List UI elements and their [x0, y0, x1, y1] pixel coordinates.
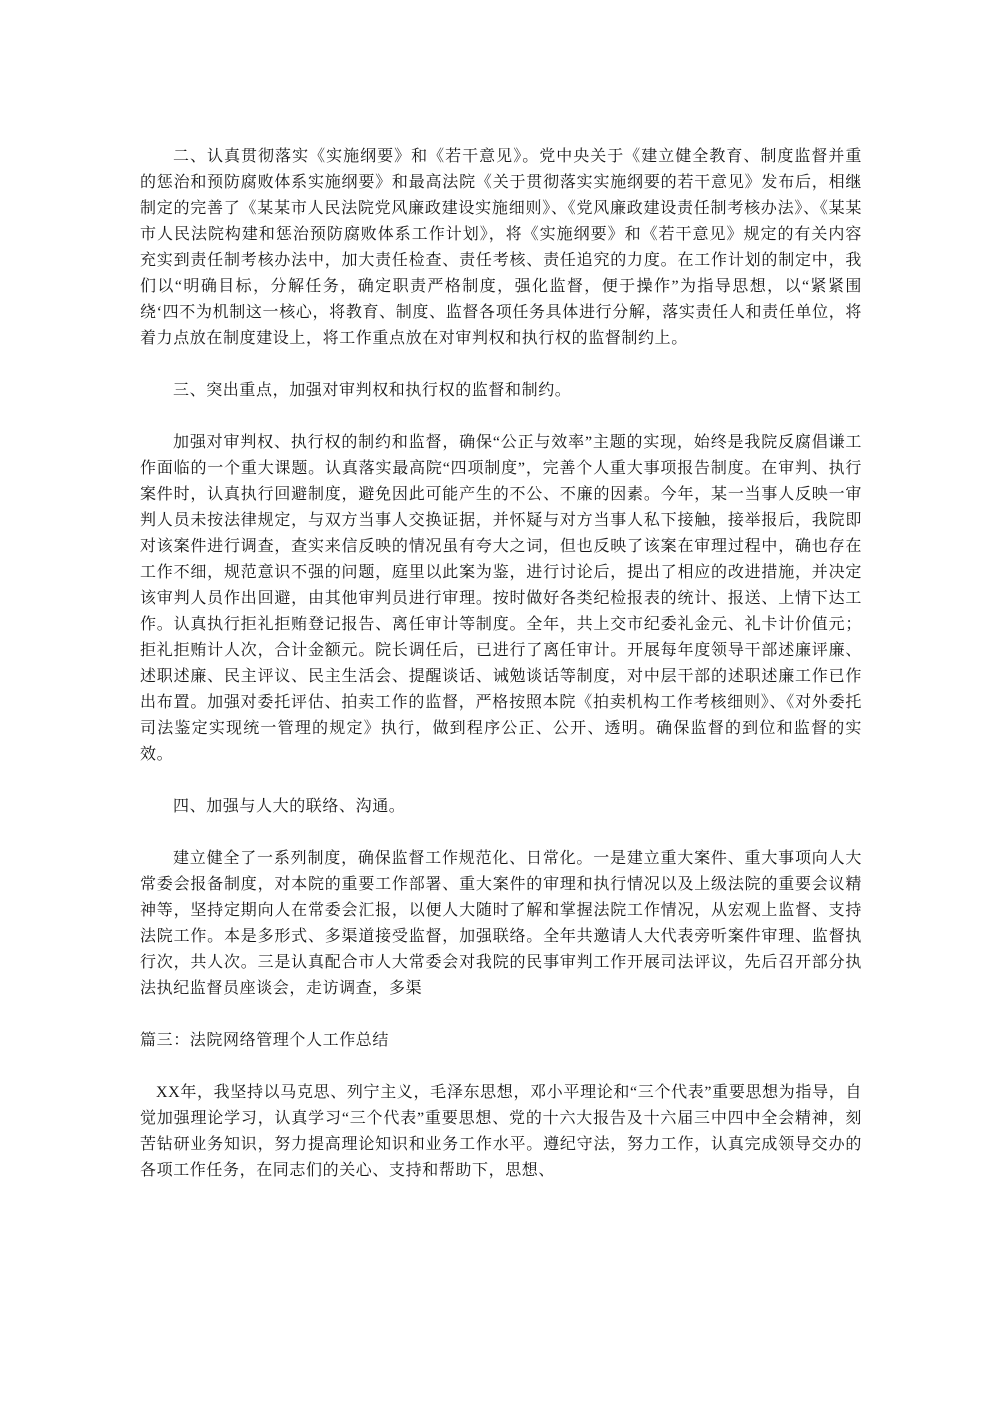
- paragraph: 三、突出重点，加强对审判权和执行权的监督和制约。: [173, 382, 572, 399]
- paragraph: 建立健全了一系列制度，确保监督工作规范化、日常化。一是建立重大案件、重大事项向人大常委会报备制度，对本院的重要工作部署、重大案件的审理和执行情况以及上级法院的重要会议精神等，坚持定期向人在常委会汇报，以便人大随时了解和掌握法院工作情况，从宏观上监督、支持法院工作。本是多形式、多渠道接受监督，加强联络。全年共邀请人大代表旁听案件审理、监督执行次，共人次。三是认真配合市人大常委会对我院的民事审判工作开展司法评议，先后召开部分执法执纪监督员座谈会，走访调查，多渠: [140, 850, 862, 997]
- paragraph: 四、加强与人大的联络、沟通。: [173, 798, 406, 815]
- document-body: [140, 144, 862, 1184]
- paragraph: 二、认真贯彻落实《实施纲要》和《若干意见》。党中央关于《建立健全教育、制度监督并重的惩治和预防腐败体系实施纲要》和最高法院《关于贯彻落实实施纲要的若干意见》发布后，相继制定的完善了《某某市人民法院党风廉政建设实施细则》、《党风廉政建设责任制考核办法》、《某某市人民法院构建和惩治预防腐败体系工作计划》，将《实施纲要》和《若干意见》规定的有关内容充实到责任制考核办法中，加大责任检查、责任考核、责任追究的力度。在工作计划的制定中，我们以“明确目标，分解任务，确定职责严格制度，强化监督，便于操作”为指导思想，以“紧紧围绕‘四不为机制这一核心，将教育、制度、监督各项任务具体进行分解，落实责任人和责任单位，将着力点放在制度建设上，将工作重点放在对审判权和执行权的监督制约上。: [140, 148, 862, 347]
- section-title: 篇三：法院网络管理个人工作总结: [140, 1032, 390, 1049]
- paragraph: XX年，我坚持以马克思、列宁主义，毛泽东思想，邓小平理论和“三个代表”重要思想为指导，自觉加强理论学习，认真学习“三个代表”重要思想、党的十六大报告及十六届三中四中全会精神，刻苦钻研业务知识，努力提高理论知识和业务工作水平。遵纪守法，努力工作，认真完成领导交办的各项工作任务，在同志们的关心、支持和帮助下，思想、: [140, 1084, 862, 1179]
- paragraph: 加强对审判权、执行权的制约和监督，确保“公正与效率”主题的实现，始终是我院反腐倡谦工作面临的一个重大课题。认真落实最高院“四项制度”，完善个人重大事项报告制度。在审判、执行案件时，认真执行回避制度，避免因此可能产生的不公、不廉的因素。今年，某一当事人反映一审判人员未按法律规定，与双方当事人交换证据，并怀疑与对方当事人私下接触，接举报后，我院即对该案件进行调查，查实来信反映的情况虽有夸大之词，但也反映了该案在审理过程中，确也存在工作不细，规范意识不强的问题，庭里以此案为鉴，进行讨论后，提出了相应的改进措施，并决定该审判人员作出回避，由其他审判员进行审理。按时做好各类纪检报表的统计、报送、上情下达工作。认真执行拒礼拒贿登记报告、离任审计等制度。全年，共上交市纪委礼金元、礼卡计价值元；拒礼拒贿计人次，合计金额元。院长调任后，已进行了离任审计。开展每年度领导干部述廉评廉、述职述廉、民主评议、民主生活会、提醒谈话、诫勉谈话等制度，对中层干部的述职述廉工作已作出布置。加强对委托评估、拍卖工作的监督，严格按照本院《拍卖机构工作考核细则》、《对外委托司法鉴定实现统一管理的规定》执行，做到程序公正、公开、透明。确保监督的到位和监督的实效。: [140, 434, 862, 763]
